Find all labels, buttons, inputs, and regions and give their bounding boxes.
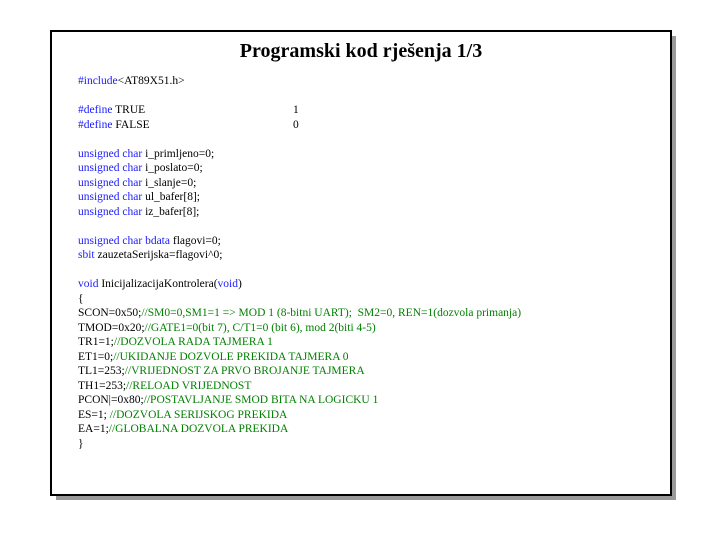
variable-type: unsigned char	[78, 147, 143, 160]
define-line-true	[78, 103, 658, 118]
statement-comment: //DOZVOLA SERIJSKOG PREKIDA	[109, 408, 288, 421]
variable-type: unsigned char	[78, 162, 143, 174]
statement-comment: //RELOAD VRIJEDNOST	[126, 379, 252, 392]
statement-comment: //GLOBALNA DOZVOLA PREKIDA	[108, 423, 289, 435]
statement-comment: //UKIDANJE DOZVOLE PREKIDA TAJMERA 0	[113, 350, 349, 363]
statement-line	[78, 379, 658, 394]
function-signature	[78, 277, 658, 292]
statement-code: EA=1;	[78, 423, 109, 435]
variable-decl: i_slanje=0;	[145, 176, 197, 189]
statement-comment: //POSTAVLJANJE SMOD BITA NA LOGICKU 1	[143, 394, 379, 406]
variable-type: unsigned char	[78, 176, 143, 189]
define-line-false	[78, 118, 658, 133]
statement-line	[78, 321, 658, 336]
define-directive: #define	[78, 118, 113, 131]
open-brace: {	[78, 292, 84, 305]
statement-comment: //DOZVOLA RADA TAJMERA 1	[113, 336, 273, 348]
statement-line	[78, 350, 658, 365]
variable-decl: ul_bafer[8];	[145, 191, 200, 203]
statement-code: PCON|=0x80;	[78, 394, 144, 406]
statement-comment: //SM0=0,SM1=1 => MOD 1 (8-bitni UART); SM2=0, REN=1(dozvola primanja)	[141, 307, 522, 319]
statement-line	[78, 335, 658, 350]
function-param: void	[217, 278, 238, 290]
function-close-paren: )	[238, 278, 242, 290]
statement-line	[78, 408, 658, 423]
variable-line	[78, 205, 658, 220]
sbit-keyword: sbit	[78, 249, 95, 261]
sbit-decl: zauzetaSerijska=flagovi^0;	[97, 249, 223, 261]
flags-decl: flagovi=0;	[172, 234, 221, 247]
variable-line	[78, 176, 658, 191]
define-value: 1	[293, 104, 299, 116]
statement-comment: //VRIJEDNOST ZA PRVO BROJANJE TAJMERA	[124, 365, 365, 377]
blank-line	[78, 219, 658, 234]
flags-type: unsigned char	[78, 234, 143, 247]
statement-code: ET1=0;	[78, 350, 114, 363]
variable-type: unsigned char	[78, 205, 143, 218]
slide-title: Programski kod rješenja 1/3	[239, 40, 483, 62]
statement-code: SCON=0x50;	[78, 307, 142, 319]
statement-line	[78, 364, 658, 379]
include-header: <AT89X51.h>	[117, 75, 185, 87]
flags-bdata-keyword: bdata	[145, 234, 170, 247]
close-brace: }	[78, 437, 84, 450]
define-directive: #define	[78, 104, 113, 116]
sbit-line	[78, 248, 658, 263]
statement-comment: //GATE1=0(bit 7), C/T1=0 (bit 6), mod 2(biti 4-5)	[144, 321, 376, 334]
statement-code: TMOD=0x20;	[78, 321, 145, 334]
variable-line	[78, 161, 658, 176]
define-value: 0	[293, 118, 299, 131]
statement-code: TR1=1;	[78, 336, 114, 348]
define-name: FALSE	[115, 118, 150, 131]
slide-frame	[50, 30, 672, 496]
statement-code: TL1=253;	[78, 365, 125, 377]
function-name: InicijalizacijaKontrolera(	[101, 278, 218, 290]
statement-code: TH1=253;	[78, 379, 127, 392]
statement-line	[78, 422, 658, 437]
blank-line	[78, 263, 658, 278]
variable-type: unsigned char	[78, 191, 143, 203]
define-name: TRUE	[115, 104, 146, 116]
variable-decl: iz_bafer[8];	[145, 205, 200, 218]
include-directive: #include	[78, 75, 118, 87]
variable-line	[78, 190, 658, 205]
function-return-type: void	[78, 278, 99, 290]
flags-line	[78, 234, 658, 249]
variable-line	[78, 147, 658, 162]
variable-decl: i_poslato=0;	[145, 162, 203, 174]
include-line	[78, 74, 658, 89]
statement-line	[78, 393, 658, 408]
statement-line	[78, 306, 658, 321]
code-listing	[78, 74, 658, 451]
variable-decl: i_primljeno=0;	[145, 147, 215, 160]
blank-line	[78, 89, 658, 104]
blank-line	[78, 132, 658, 147]
statement-code: ES=1;	[78, 408, 110, 421]
